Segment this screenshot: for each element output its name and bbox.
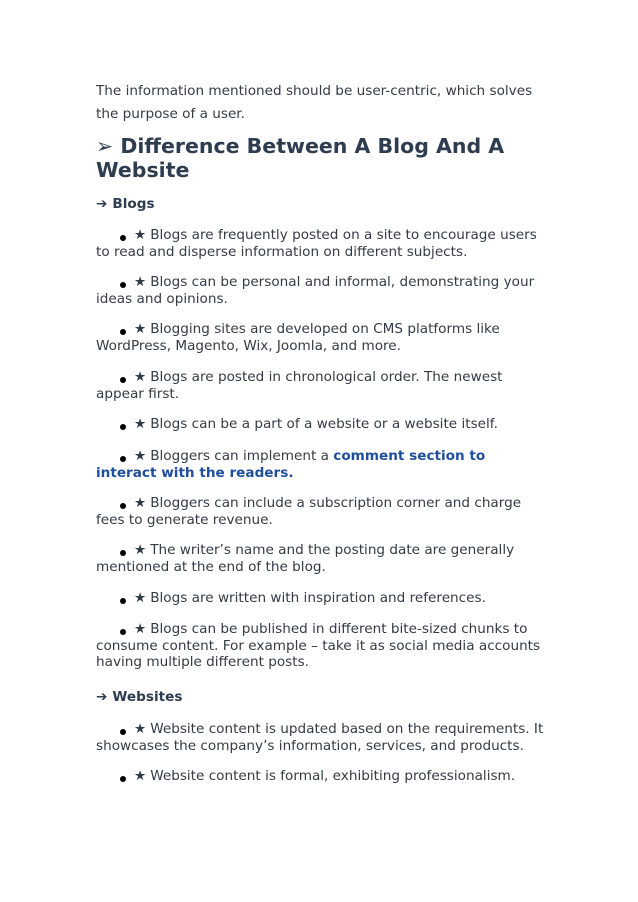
list-item-text: Blogs are frequently posted on a site to encourage users to read and disperse information on different subjects. (96, 227, 537, 260)
list-item-text: Bloggers can implement a (150, 448, 334, 464)
comment-section-link[interactable]: comment section to interact with the readers. (96, 448, 486, 481)
list-item (96, 495, 546, 528)
bullet-icon (120, 550, 126, 556)
bullet-icon (120, 235, 126, 241)
bullet-icon (120, 503, 126, 509)
websites-label: Websites (112, 689, 183, 705)
websites-subheading (96, 688, 182, 706)
star-icon: ★ (134, 227, 147, 243)
list-item (96, 274, 546, 307)
list-item (96, 321, 546, 354)
intro-paragraph: The information mentioned should be user-centric, which solves the purpose of a user. (96, 83, 533, 122)
list-item-text: Blogging sites are developed on CMS platforms like WordPress, Magento, Wix, Joomla, and more. (96, 321, 500, 354)
list-item (96, 448, 546, 481)
star-icon: ★ (134, 721, 147, 737)
section-heading (96, 134, 556, 182)
star-icon: ★ (134, 621, 147, 637)
list-item-text: The writer’s name and the posting date are generally mentioned at the end of the blog. (96, 542, 515, 575)
star-icon: ★ (134, 495, 147, 511)
blogs-label: Blogs (112, 196, 155, 212)
bullet-icon (120, 598, 126, 604)
star-icon: ★ (134, 321, 147, 337)
bullet-icon (120, 329, 126, 335)
star-icon: ★ (134, 768, 147, 784)
list-item-text: Blogs can be a part of a website or a website itself. (150, 416, 498, 432)
bullet-icon (120, 424, 126, 430)
bullet-icon (120, 282, 126, 288)
list-item-text: Blogs are written with inspiration and references. (150, 590, 486, 606)
star-icon: ★ (134, 590, 147, 606)
list-item-text: Blogs can be personal and informal, demonstrating your ideas and opinions. (96, 274, 535, 307)
bullet-icon (120, 776, 126, 782)
blogs-arrow-icon: ➔ (96, 196, 108, 212)
websites-arrow-icon: ➔ (96, 689, 108, 705)
list-item (96, 369, 546, 402)
list-item-text: Website content is updated based on the requirements. It showcases the company’s information, services, and products. (96, 721, 544, 754)
star-icon: ★ (134, 274, 147, 290)
star-icon: ★ (134, 542, 147, 558)
list-item-text: Blogs are posted in chronological order. The newest appear first. (96, 369, 503, 402)
list-item (96, 768, 546, 785)
bullet-icon (120, 729, 126, 735)
list-item-text: Blogs can be published in different bite-sized chunks to consume content. For example – take it as social media accounts having multiple different posts. (96, 621, 541, 670)
heading-title: Difference Between A Blog And A Website (96, 134, 505, 182)
list-item-text: Website content is formal, exhibiting professionalism. (150, 768, 516, 784)
heading-arrow-icon: ➢ (96, 134, 114, 158)
list-item (96, 227, 546, 260)
bullet-icon (120, 629, 126, 635)
list-item (96, 590, 546, 607)
star-icon: ★ (134, 369, 147, 385)
list-item (96, 542, 546, 575)
bullet-icon (120, 377, 126, 383)
list-item (96, 621, 546, 671)
list-item-text: Bloggers can include a subscription corner and charge fees to generate revenue. (96, 495, 522, 528)
list-item (96, 416, 546, 433)
blogs-subheading (96, 195, 155, 213)
bullet-icon (120, 456, 126, 462)
star-icon: ★ (134, 416, 147, 432)
star-icon: ★ (134, 448, 147, 464)
list-item (96, 721, 546, 754)
